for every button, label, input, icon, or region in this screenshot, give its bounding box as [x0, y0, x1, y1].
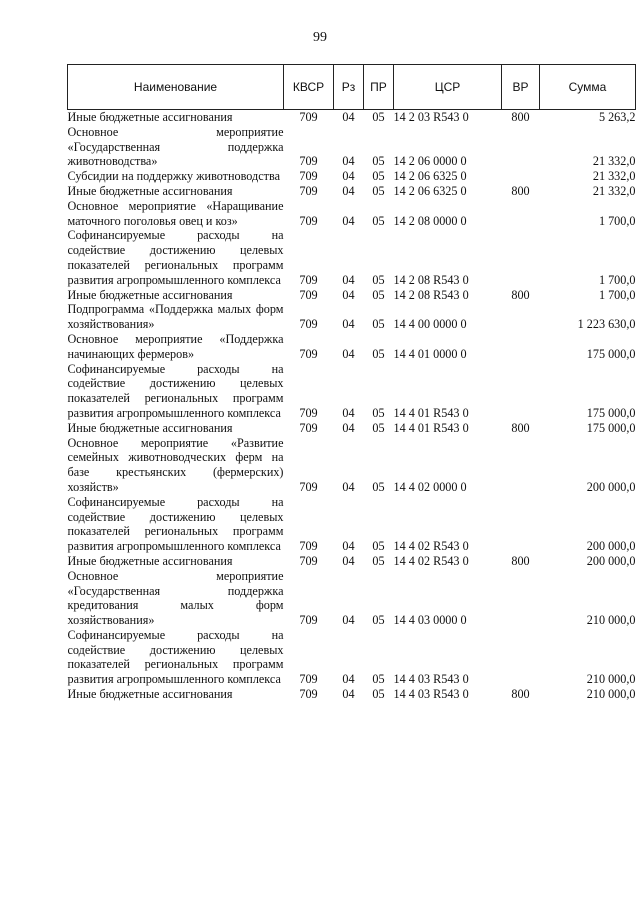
cell-name: Софинансируемые расходы на содействие достижению целевых показателей региональных программ развития агропромышленного комплекса	[67, 494, 284, 554]
cell-sum: 21 332,0	[592, 169, 636, 184]
cell-csr: 14 4 01 0000 0	[393, 346, 467, 361]
header-pr: ПР	[364, 65, 394, 110]
cell-pr: 05	[372, 672, 385, 687]
cell-rz: 04	[342, 183, 355, 198]
cell-sum: 175 000,0	[586, 405, 636, 420]
cell-name: Софинансируемые расходы на содействие достижению целевых показателей региональных программ развития агропромышленного комплекса	[67, 361, 284, 420]
cell-pr: 05	[372, 553, 385, 568]
cell-name: Иные бюджетные ассигнования	[67, 420, 233, 435]
cell-pr: 05	[372, 287, 385, 302]
cell-pr: 05	[372, 169, 385, 184]
cell-pr: 05	[372, 154, 385, 169]
cell-pr: 05	[372, 613, 385, 628]
cell-name: Основное мероприятие «Государственная поддержка кредитования малых форм хозяйствования»	[67, 568, 284, 628]
cell-csr: 14 2 08 0000 0	[393, 213, 467, 228]
cell-name: Иные бюджетные ассигнования	[67, 287, 233, 302]
cell-kvsr: 709	[299, 479, 318, 494]
table-row	[68, 228, 636, 287]
cell-sum: 175 000,0	[586, 346, 636, 361]
cell-csr: 14 4 03 0000 0	[393, 613, 467, 628]
table-row	[68, 288, 636, 303]
cell-csr: 14 4 03 R543 0	[393, 687, 469, 702]
table-row	[68, 436, 636, 495]
cell-kvsr: 709	[299, 287, 318, 302]
cell-sum: 5 263,2	[598, 110, 636, 124]
cell-pr: 05	[372, 317, 385, 332]
cell-csr: 14 2 08 R543 0	[393, 287, 469, 302]
table-row	[68, 125, 636, 169]
table-row	[68, 554, 636, 569]
cell-kvsr: 709	[299, 613, 318, 628]
cell-csr: 14 2 06 0000 0	[393, 154, 467, 169]
cell-vr	[502, 302, 540, 332]
cell-vr	[502, 436, 540, 495]
header-sum: Сумма	[540, 65, 636, 110]
cell-sum: 210 000,0	[586, 687, 636, 702]
cell-rz: 04	[342, 317, 355, 332]
cell-sum: 200 000,0	[586, 553, 636, 568]
cell-kvsr: 709	[299, 154, 318, 169]
cell-rz: 04	[342, 169, 355, 184]
cell-kvsr: 709	[299, 110, 318, 124]
cell-pr: 05	[372, 687, 385, 702]
table-row	[68, 628, 636, 687]
table-row	[68, 169, 636, 184]
cell-rz: 04	[342, 213, 355, 228]
cell-rz: 04	[342, 110, 355, 124]
cell-pr: 05	[372, 183, 385, 198]
cell-vr	[502, 628, 540, 687]
cell-pr: 05	[372, 110, 385, 124]
cell-sum: 21 332,0	[592, 183, 636, 198]
cell-vr	[502, 228, 540, 287]
table-row	[68, 199, 636, 229]
cell-vr: 800	[511, 420, 530, 435]
cell-sum: 1 223 630,0	[577, 317, 636, 332]
cell-pr: 05	[372, 213, 385, 228]
table-header-row	[68, 65, 636, 110]
cell-vr	[502, 362, 540, 421]
page-number: 99	[313, 30, 327, 45]
cell-rz: 04	[342, 346, 355, 361]
cell-csr: 14 4 02 R543 0	[393, 553, 469, 568]
cell-name: Подпрограмма «Поддержка малых форм хозяйствования»	[67, 302, 284, 332]
cell-vr	[502, 332, 540, 362]
table-row	[68, 569, 636, 628]
cell-sum: 200 000,0	[586, 539, 636, 554]
cell-rz: 04	[342, 613, 355, 628]
cell-rz: 04	[342, 420, 355, 435]
cell-name: Иные бюджетные ассигнования	[67, 183, 233, 198]
cell-kvsr: 709	[299, 420, 318, 435]
cell-name: Основное мероприятие «Поддержка начинающих фермеров»	[67, 331, 284, 361]
cell-rz: 04	[342, 672, 355, 687]
cell-csr: 14 4 02 0000 0	[393, 479, 467, 494]
cell-rz: 04	[342, 553, 355, 568]
table-row	[68, 302, 636, 332]
cell-kvsr: 709	[299, 539, 318, 554]
cell-rz: 04	[342, 154, 355, 169]
cell-vr: 800	[511, 110, 530, 124]
cell-name: Основное мероприятие «Государственная поддержка животноводства»	[67, 124, 284, 169]
cell-kvsr: 709	[299, 346, 318, 361]
cell-csr: 14 4 02 R543 0	[393, 539, 469, 554]
cell-sum: 210 000,0	[586, 672, 636, 687]
cell-name: Основное мероприятие «Наращивание маточного поголовья овец и коз»	[67, 198, 284, 228]
cell-kvsr: 709	[299, 317, 318, 332]
cell-kvsr: 709	[299, 672, 318, 687]
header-name: Наименование	[68, 65, 284, 110]
header-kvsr: КВСР	[284, 65, 334, 110]
cell-pr: 05	[372, 539, 385, 554]
cell-sum: 21 332,0	[592, 154, 636, 169]
table-body	[68, 110, 636, 702]
cell-sum: 200 000,0	[586, 479, 636, 494]
cell-kvsr: 709	[299, 169, 318, 184]
cell-csr: 14 2 03 R543 0	[393, 110, 469, 124]
cell-rz: 04	[342, 687, 355, 702]
table-row	[68, 110, 636, 125]
cell-vr	[502, 199, 540, 229]
cell-csr: 14 4 01 R543 0	[393, 420, 469, 435]
cell-sum: 175 000,0	[586, 420, 636, 435]
cell-name: Иные бюджетные ассигнования	[67, 110, 233, 124]
cell-vr	[502, 569, 540, 628]
cell-kvsr: 709	[299, 272, 318, 287]
table-row	[68, 362, 636, 421]
cell-kvsr: 709	[299, 183, 318, 198]
header-csr: ЦСР	[394, 65, 502, 110]
cell-name: Иные бюджетные ассигнования	[67, 687, 233, 702]
cell-vr	[502, 125, 540, 169]
cell-rz: 04	[342, 272, 355, 287]
budget-table	[67, 64, 636, 702]
table-row	[68, 495, 636, 554]
table-row	[68, 687, 636, 702]
cell-csr: 14 4 01 R543 0	[393, 405, 469, 420]
cell-csr: 14 2 08 R543 0	[393, 272, 469, 287]
cell-rz: 04	[342, 539, 355, 554]
cell-name: Софинансируемые расходы на содействие достижению целевых показателей региональных программ развития агропромышленного комплекса	[67, 228, 284, 287]
cell-vr	[502, 495, 540, 554]
cell-name: Иные бюджетные ассигнования	[67, 553, 233, 568]
cell-vr: 800	[511, 183, 530, 198]
table-row	[68, 332, 636, 362]
cell-csr: 14 4 03 R543 0	[393, 672, 469, 687]
cell-sum: 1 700,0	[598, 272, 636, 287]
cell-pr: 05	[372, 479, 385, 494]
cell-rz: 04	[342, 405, 355, 420]
cell-csr: 14 2 06 6325 0	[393, 183, 467, 198]
cell-kvsr: 709	[299, 687, 318, 702]
cell-vr: 800	[511, 687, 530, 702]
cell-csr: 14 4 00 0000 0	[393, 317, 467, 332]
cell-name: Софинансируемые расходы на содействие достижению целевых показателей региональных программ развития агропромышленного комплекса	[67, 627, 284, 687]
cell-kvsr: 709	[299, 405, 318, 420]
table-row	[68, 421, 636, 436]
cell-vr: 800	[511, 553, 530, 568]
header-rz: Рз	[334, 65, 364, 110]
cell-kvsr: 709	[299, 553, 318, 568]
cell-vr: 800	[511, 287, 530, 302]
cell-vr	[502, 169, 540, 184]
cell-pr: 05	[372, 405, 385, 420]
table-row	[68, 184, 636, 199]
cell-sum: 1 700,0	[598, 287, 636, 302]
cell-sum: 210 000,0	[586, 613, 636, 628]
cell-name: Основное мероприятие «Развитие семейных животноводческих ферм на базе крестьянских (фермерских) хозяйств»	[67, 435, 284, 494]
cell-pr: 05	[372, 272, 385, 287]
cell-rz: 04	[342, 287, 355, 302]
cell-kvsr: 709	[299, 213, 318, 228]
cell-pr: 05	[372, 346, 385, 361]
cell-csr: 14 2 06 6325 0	[393, 169, 467, 184]
cell-name: Субсидии на поддержку животноводства	[67, 169, 280, 184]
cell-rz: 04	[342, 479, 355, 494]
header-vr: ВР	[502, 65, 540, 110]
cell-pr: 05	[372, 420, 385, 435]
cell-sum: 1 700,0	[598, 213, 636, 228]
